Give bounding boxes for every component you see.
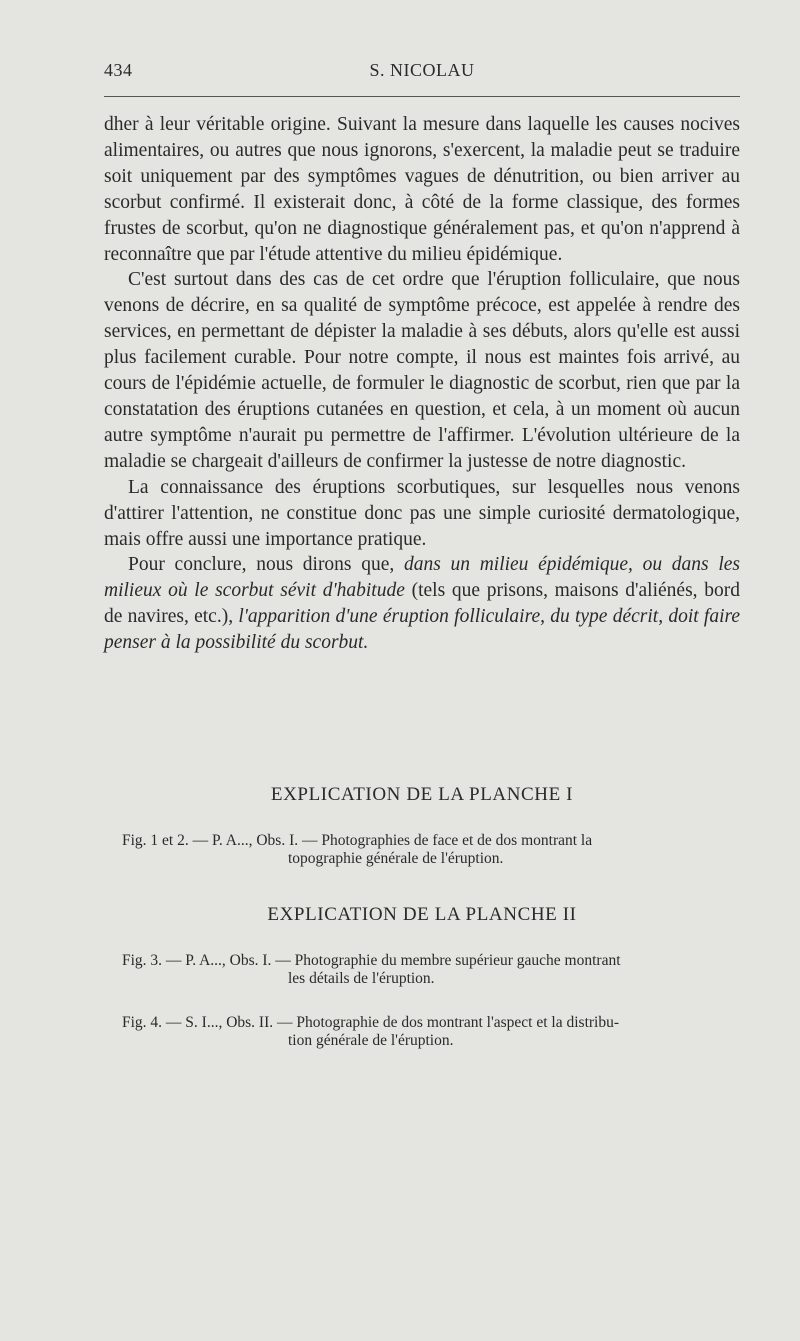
paragraph-4-parenthetical: (tels que prisons, maisons d'aliénés, bord de navires, etc.), <box>104 580 740 628</box>
running-head <box>104 60 740 86</box>
header-rule <box>104 96 740 97</box>
caption-fig-4-line-1: Fig. 4. — S. I..., Obs. II. — Photographie de dos montrant l'aspect et la distribu- <box>122 1014 620 1031</box>
paragraph-4-italic-2: l'apparition d'une éruption folliculaire, du type décrit, doit faire penser à la possibilité du scorbut. <box>104 606 741 654</box>
running-head-author: S. NICOLAU <box>369 60 475 80</box>
caption-fig-3-line-1: Fig. 3. — P. A..., Obs. I. — Photographie du membre supérieur gauche montrant <box>122 952 621 969</box>
caption-fig-3-line-2: les détails de l'éruption. <box>288 970 435 987</box>
caption-fig-1-2 <box>122 832 752 868</box>
paragraph-4-intro: Pour conclure, nous dirons que, <box>128 554 404 576</box>
plate-1-title: EXPLICATION DE LA PLANCHE I <box>270 784 574 805</box>
caption-fig-4-line-2: tion générale de l'éruption. <box>288 1032 454 1049</box>
paragraph-2: C'est surtout dans des cas de cet ordre que l'éruption folliculaire, que nous venons de décrire, en sa qualité de symptôme précoce, est appelée à rendre des services, en permettant de dépister la maladie à ses débuts, alors qu'elle est aussi plus facilement curable. Pour notre compte, il nous est maintes fois arrivé, au cours de l'épidémie actuelle, de formuler le diagnostic de scorbut, rien que par la constatation des éruptions cutanées en question, et cela, à un moment où aucun autre symptôme n'aurait pu permettre de l'affirmer. L'évolution ultérieure de la maladie se chargeait d'ailleurs de confirmer la justesse de notre diagnostic. <box>104 269 740 472</box>
page-number: 434 <box>104 60 133 80</box>
caption-fig-1-2-line-2: topographie générale de l'éruption. <box>288 850 504 867</box>
body-text <box>104 112 740 656</box>
paragraph-4 <box>104 552 740 656</box>
caption-fig-1-2-line-1: Fig. 1 et 2. — P. A..., Obs. I. — Photographies de face et de dos montrant la <box>122 832 593 849</box>
paragraph-4-italic-1: dans un milieu épidémique, ou dans les milieux où le scorbut sévit d'habitude <box>104 554 740 602</box>
caption-fig-4 <box>122 1014 752 1050</box>
plate-2-title: EXPLICATION DE LA PLANCHE II <box>267 904 577 925</box>
paragraph-3: La connaissance des éruptions scorbutiques, sur lesquelles nous venons d'attirer l'attention, ne constitue donc pas une simple curiosité dermatologique, mais offre aussi une importance pratique. <box>104 476 740 550</box>
paragraph-1: dher à leur véritable origine. Suivant la mesure dans laquelle les causes nocives alimentaires, ou autres que nous ignorons, s'exercent, la maladie peut se traduire soit uniquement par des symptômes vagues de dénutrition, ou bien arriver au scorbut confirmé. Il existerait donc, à côté de la forme classique, des formes frustes de scorbut, qu'on ne diagnostique généralement pas, et qu'on n'apprend à reconnaître que par l'étude attentive du milieu épidémique. <box>104 114 740 265</box>
caption-fig-3 <box>122 952 752 988</box>
